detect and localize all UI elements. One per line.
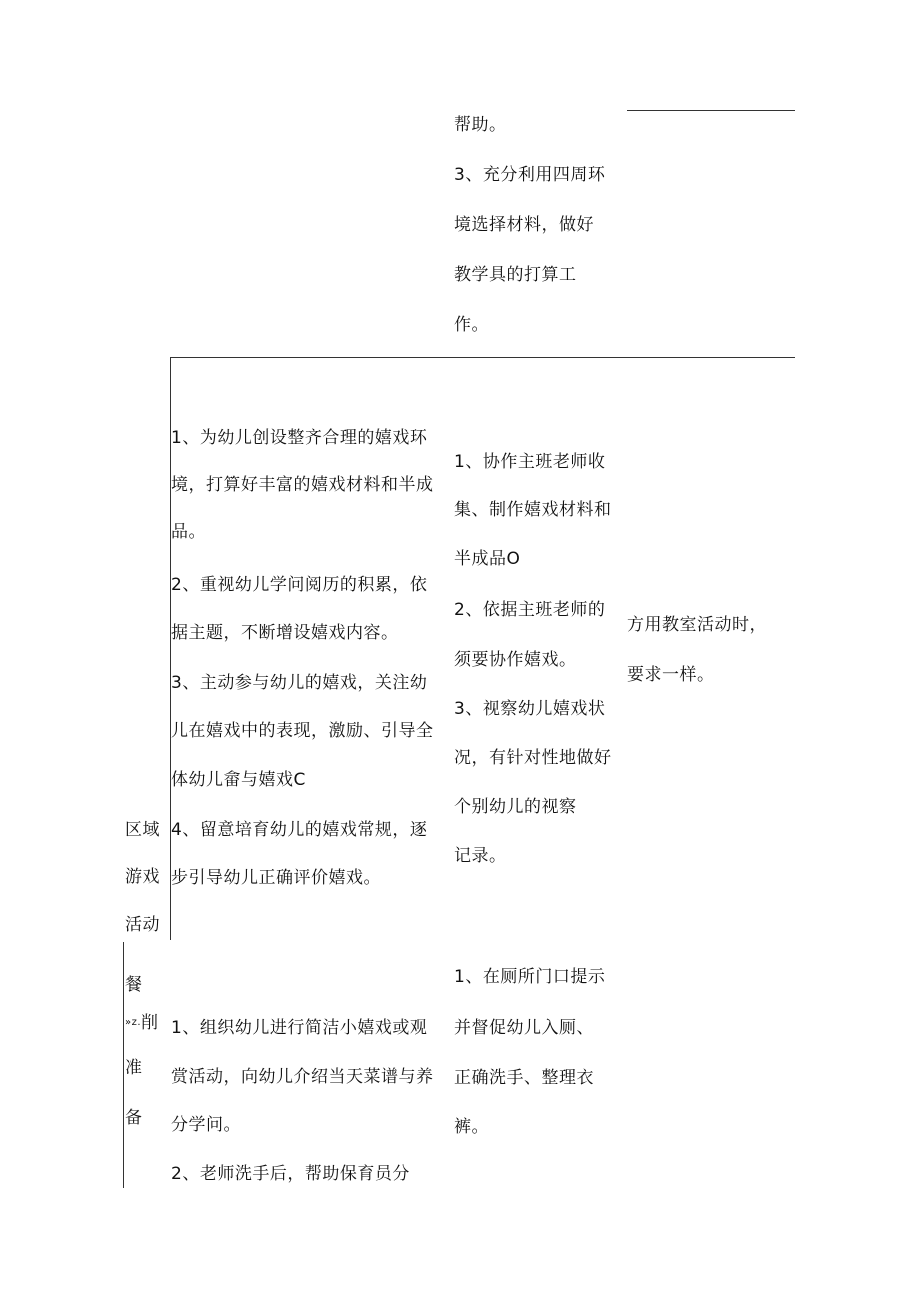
section-divider-rule bbox=[170, 357, 795, 358]
top-col3-line-4: 教学具的打算工 bbox=[454, 265, 577, 285]
meal-assistant-line-4: 裤。 bbox=[454, 1117, 489, 1137]
top-col3-line-3: 境选择材料，做好 bbox=[454, 215, 594, 235]
regional-assistant-line-5: 须要协作嬉戏。 bbox=[454, 650, 577, 670]
meal-category-line-3: 准 bbox=[125, 1058, 143, 1078]
regional-assistant-line-6: 3、视察幼儿嬉戏状 bbox=[454, 699, 606, 719]
regional-assistant-line-2: 集、制作嬉戏材料和 bbox=[454, 500, 612, 520]
meal-category-char: 削 bbox=[141, 1013, 159, 1033]
meal-teacher-line-4: 2、老师洗手后，帮助保育员分 bbox=[171, 1164, 410, 1184]
regional-teacher-line-8: 体幼儿畲与嬉戏C bbox=[171, 770, 306, 790]
regional-remark-line-2: 要求一样。 bbox=[627, 665, 715, 685]
meal-category-mark: »z. bbox=[125, 1017, 142, 1028]
regional-remark-line-1: 方用教室活动时， bbox=[627, 615, 767, 635]
regional-assistant-line-4: 2、依据主班老师的 bbox=[454, 600, 606, 620]
regional-assistant-line-9: 记录。 bbox=[454, 846, 507, 866]
category-column-left-border bbox=[123, 942, 124, 1188]
regional-teacher-line-5: 据主题，不断增设嬉戏内容。 bbox=[171, 623, 399, 643]
meal-teacher-line-1: 1、组织幼儿进行简洁小嬉戏或观 bbox=[171, 1018, 428, 1038]
meal-assistant-line-2: 并督促幼儿入厕、 bbox=[454, 1018, 594, 1038]
top-col3-line-5: 作。 bbox=[454, 315, 489, 335]
regional-assistant-line-3: 半成品O bbox=[454, 549, 521, 569]
regional-category-line-3: 活动 bbox=[125, 915, 160, 935]
regional-teacher-line-10: 步引导幼儿正确评价嬉戏。 bbox=[171, 868, 381, 888]
regional-teacher-line-6: 3、主动参与幼儿的嬉戏，关注幼 bbox=[171, 673, 428, 693]
regional-teacher-line-4: 2、重视幼儿学问阅历的积累，依 bbox=[171, 575, 428, 595]
meal-assistant-line-1: 1、在厕所门口提示 bbox=[454, 967, 606, 987]
top-col3-line-2: 3、充分利用四周环 bbox=[454, 165, 606, 185]
meal-category-line-2 bbox=[125, 1013, 159, 1033]
regional-teacher-line-1: 1、为幼儿创设整齐合理的嬉戏环 bbox=[171, 428, 428, 448]
meal-category-line-1: 餐 bbox=[125, 975, 143, 995]
regional-teacher-line-2: 境，打算好丰富的嬉戏材料和半成 bbox=[171, 475, 434, 495]
regional-assistant-line-7: 况，有针对性地做好 bbox=[454, 748, 612, 768]
meal-teacher-line-3: 分学问。 bbox=[171, 1115, 241, 1135]
regional-teacher-line-9: 4、留意培育幼儿的嬉戏常规，逐 bbox=[171, 820, 428, 840]
regional-assistant-line-8: 个别幼儿的视察 bbox=[454, 797, 577, 817]
meal-teacher-line-2: 赏活动，向幼儿介绍当天菜谱与养 bbox=[171, 1067, 434, 1087]
top-col3-line-1: 帮助。 bbox=[454, 115, 507, 135]
regional-teacher-line-7: 儿在嬉戏中的表现，激励、引导全 bbox=[171, 721, 434, 741]
top-right-rule bbox=[627, 110, 795, 111]
regional-category-line-2: 游戏 bbox=[125, 867, 160, 887]
meal-category-line-4: 备 bbox=[125, 1108, 143, 1128]
meal-assistant-line-3: 正确洗手、整理衣 bbox=[454, 1068, 594, 1088]
regional-assistant-line-1: 1、协作主班老师收 bbox=[454, 452, 606, 472]
regional-teacher-line-3: 品。 bbox=[171, 522, 206, 542]
regional-category-line-1: 区域 bbox=[125, 820, 160, 840]
